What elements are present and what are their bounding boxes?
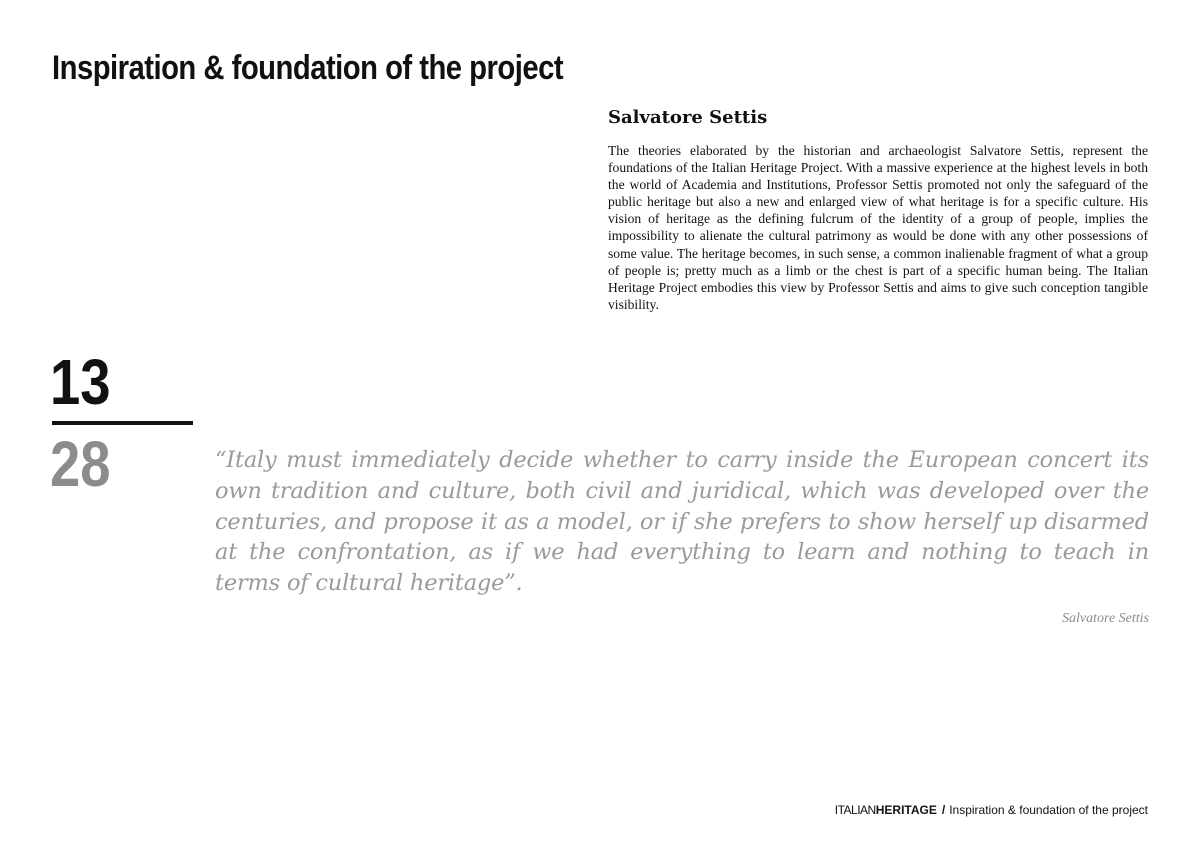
footer-section-title: Inspiration & foundation of the project: [949, 803, 1148, 817]
quote-text: “Italy must immediately decide whether to carry inside the European concert its own tradition and culture, both civil and juridical, which was developed over the centuries, and propose it as a model, or if she prefers to show herself up disarmed at the confrontation, as if we had everything to learn and nothing to teach in terms of cultural heritage”.: [215, 447, 1149, 597]
current-page-number: 13: [50, 346, 111, 418]
footer-brand-light: ITALIAN: [834, 803, 876, 817]
page-number-divider: [52, 421, 193, 425]
author-section: [608, 106, 1148, 313]
quote-block: [215, 445, 1149, 629]
total-page-count: 28: [50, 428, 111, 500]
quote-attribution: Salvatore Settis: [1062, 610, 1149, 626]
author-description: The theories elaborated by the historian and archaeologist Salvatore Settis, represent the foundations of the Italian Heritage Project. With a massive experience at the highest levels in both the world of Academia and Institutions, Professor Settis promoted not only the safeguard of the public heritage but also a new and enlarged view of what heritage is for a specific culture. His vision of heritage as the defining fulcrum of the identity of a group of people, implies the impossibility to alienate the cultural patrimony as would be done with any other possessions of some value. The heritage becomes, in such sense, a common inalienable fragment of what a group of people is; pretty much as a limb or the chest is part of a specific human being. The Italian Heritage Project embodies this view by Professor Settis and aims to give such conception tangible visibility.: [608, 143, 1148, 312]
footer: [835, 802, 1148, 818]
footer-separator: /: [941, 803, 946, 817]
author-heading: Salvatore Settis: [608, 107, 768, 128]
footer-brand-bold: HERITAGE: [875, 803, 937, 817]
page-title: Inspiration & foundation of the project: [52, 49, 564, 87]
